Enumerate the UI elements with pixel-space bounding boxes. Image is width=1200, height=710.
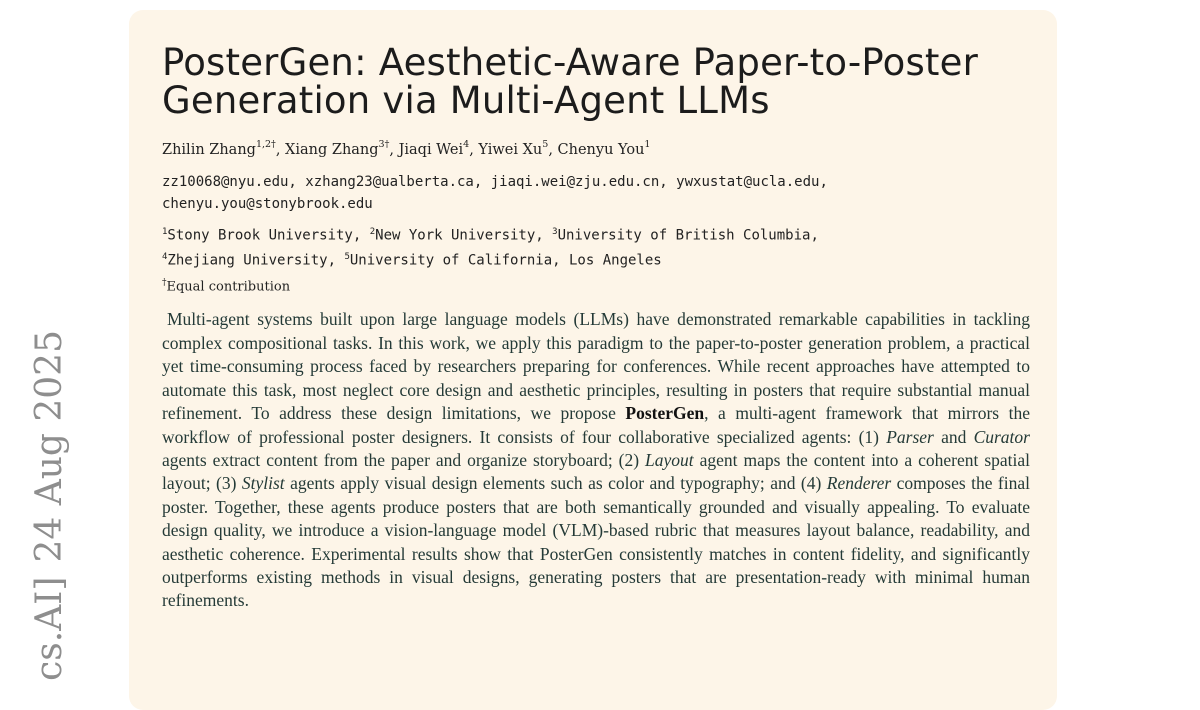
- author-affil-mark: 1,2†: [255, 139, 276, 150]
- abstract-text: agent maps the content into a coherent spatial layout; (3): [162, 449, 1031, 494]
- author-name: Chenyu You: [557, 141, 645, 158]
- affil-separator: ,: [535, 227, 553, 244]
- author-name: Xiang Zhang: [285, 141, 379, 158]
- author-name: Jiaqi Wei: [398, 141, 464, 158]
- affil-mark: 1: [162, 226, 168, 237]
- abstract-text: agents extract content from the paper and organize storyboard; (2): [162, 449, 646, 470]
- agent-parser: Parser: [886, 426, 934, 447]
- author-separator: ,: [469, 141, 479, 158]
- arxiv-date: 24 Aug 2025: [29, 330, 70, 563]
- abstract-text: Multi-agent systems built upon large language models (LLMs) have demonstrated remarkable capabilities in tackling complex compositional tasks. In this work, we apply this paradigm to the paper-to-poster generation problem, a practical yet time-consuming process faced by researchers preparing for conferences. While recent approaches have attempted to automate this task, most neglect core design and aesthetic principles, resulting in posters that require substantial manual refinement. To address these design limitations, we propose: [162, 309, 1030, 424]
- abstract-text: , a multi-agent framework that mirrors the workflow of professional poster designers. It consists of four collaborative specialized agents: (1): [162, 403, 1030, 447]
- author-affil-mark: 5: [542, 139, 549, 150]
- affil-name: University of California, Los Angeles: [349, 253, 662, 270]
- author-name: Zhilin Zhang: [162, 141, 256, 158]
- affil-name: Stony Brook University: [167, 227, 353, 244]
- affil-mark: 4: [162, 252, 168, 263]
- affil-separator: ,: [810, 227, 819, 244]
- affil-separator: ,: [327, 253, 345, 270]
- equal-mark: †: [162, 278, 167, 289]
- abstract-text: and: [933, 426, 974, 447]
- agent-stylist: Stylist: [241, 473, 285, 494]
- author-separator: ,: [275, 141, 286, 158]
- author-separator: ,: [548, 141, 558, 158]
- equal-contribution-note: [162, 278, 1032, 294]
- abstract-text: composes the final poster. Together, these agents produce posters that are both semantically grounded and visually appealing. To evaluate design quality, we introduce a vision-language model (VLM)-based rubric that measures layout balance, readability, and aesthetic coherence. Experimental results show that PosterGen consistently matches in content fidelity, and significantly outperforms existing methods in visual designs, generating posters that are presentation-ready with minimal human refinements.: [162, 473, 1030, 611]
- emails-line-2: chenyu.you@stonybrook.edu: [162, 195, 373, 212]
- author-list: [162, 137, 1032, 159]
- affil-mark: 5: [344, 252, 350, 263]
- paper-card: [129, 10, 1057, 710]
- agent-renderer: Renderer: [826, 473, 892, 494]
- author-affil-mark: 1: [644, 139, 651, 150]
- author-affil-mark: 3†: [378, 139, 390, 150]
- author-emails: [162, 171, 1032, 215]
- title-line-2: Generation via Multi-Agent LLMs: [162, 79, 770, 122]
- author-separator: ,: [389, 141, 399, 158]
- affil-mark: 2: [369, 226, 376, 237]
- affil-separator: ,: [352, 227, 370, 244]
- author-name: Yiwei Xu: [478, 141, 543, 158]
- agent-curator: Curator: [973, 426, 1030, 447]
- framework-name: PosterGen: [625, 403, 705, 424]
- paper-title: [162, 41, 1032, 122]
- abstract-text: agents apply visual design elements such as color and typography; and (4): [284, 473, 827, 494]
- emails-line-1: zz10068@nyu.edu, xzhang23@ualberta.ca, jiaqi.wei@zju.edu.cn, ywxustat@ucla.edu,: [162, 173, 828, 190]
- affil-mark: 3: [552, 226, 558, 237]
- paper-content: [162, 41, 1032, 613]
- abstract: [162, 308, 1030, 612]
- affil-name: Zhejiang University: [167, 253, 328, 270]
- arxiv-side-stamp: [29, 330, 70, 681]
- arxiv-category: cs.AI]: [29, 576, 70, 681]
- agent-layout: Layout: [645, 449, 694, 470]
- equal-text: Equal contribution: [166, 279, 291, 295]
- affil-name: New York University: [375, 227, 536, 244]
- affil-name: University of British Columbia: [557, 227, 811, 244]
- author-affil-mark: 4: [463, 139, 470, 150]
- title-line-1: PosterGen: Aesthetic-Aware Paper-to-Poster: [162, 41, 979, 84]
- affiliations: [162, 221, 1032, 272]
